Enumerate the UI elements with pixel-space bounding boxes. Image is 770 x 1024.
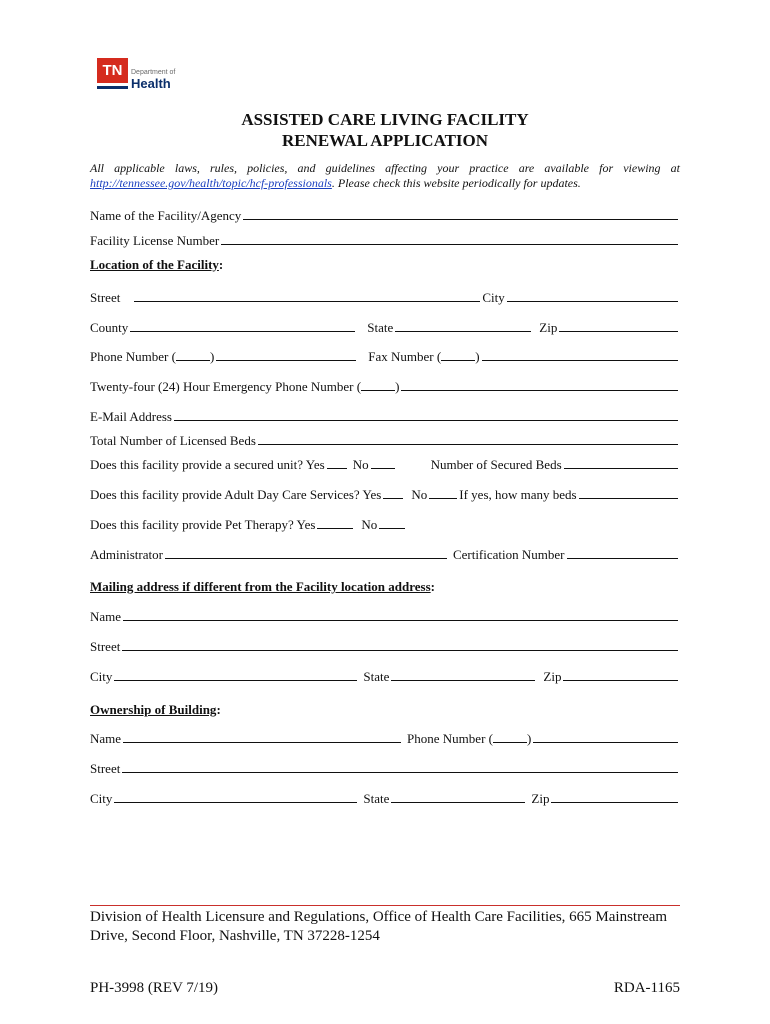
owner-phone-label: Phone Number ( [407,731,493,746]
adult-day-yes-field[interactable] [383,486,403,499]
location-heading [90,257,223,273]
phone-label: Phone Number ( [90,349,176,364]
secured-unit-no-label: No [352,457,369,472]
pet-therapy-question: Does this facility provide Pet Therapy? Yes [90,517,316,532]
zip-label: Zip [539,320,558,335]
adult-day-beds-field[interactable] [579,486,678,499]
secured-unit-question: Does this facility provide a secured unit? Yes [90,457,325,472]
mailing-name-field[interactable] [123,608,678,621]
mailing-heading [90,579,435,595]
emergency-phone-label: Twenty-four (24) Hour Emergency Phone Number ( [90,379,362,394]
adult-day-care-row [90,486,680,504]
adult-day-no-label: No [411,487,428,502]
form-number: PH-3998 (REV 7/19) [90,980,219,996]
licensed-beds-row [90,432,680,450]
licensed-beds-field[interactable] [258,432,678,445]
footer-divider [90,905,680,906]
rda-number: RDA-1165 [613,980,680,996]
pet-therapy-no-label: No [361,517,378,532]
owner-phone-close-paren: ) [526,731,532,746]
emergency-phone-field[interactable] [401,378,678,391]
tn-logo-mark: TN [97,58,128,83]
division-address: Division of Health Licensure and Regulations, Office of Health Care Facilities, 665 Mainstream Drive, Second Floor, Nashville, TN 37228-1254 [90,909,668,944]
owner-street-field[interactable] [122,760,678,773]
ownership-heading [90,702,221,718]
county-field[interactable] [130,319,355,332]
adult-day-no-field[interactable] [429,486,457,499]
county-label: County [90,320,129,335]
owner-zip-label: Zip [531,791,550,806]
fax-close-paren: ) [475,349,480,364]
mailing-city-label: City [90,669,113,684]
mailing-name-label: Name [90,609,122,624]
intro-text-after: . Please check this website periodically for updates. [331,176,581,190]
fax-number-field[interactable] [482,348,678,361]
street-label: Street [90,290,121,305]
owner-state-label: State [363,791,390,806]
facility-name-row [90,207,680,225]
certification-number-label: Certification Number [452,547,565,562]
street-field[interactable] [134,289,480,302]
secured-beds-label: Number of Secured Beds [430,457,562,472]
owner-state-field[interactable] [391,790,525,803]
county-row [90,319,680,337]
mailing-city-row [90,668,680,686]
phone-fax-row [90,348,680,366]
location-street-row [90,289,680,307]
license-number-row [90,232,680,250]
emergency-close-paren: ) [395,379,400,394]
state-label: State [367,320,394,335]
pet-therapy-yes-field[interactable] [317,516,353,529]
state-field[interactable] [395,319,531,332]
mailing-state-field[interactable] [391,668,535,681]
mailing-street-field[interactable] [122,638,678,651]
logo-dept-text: Department of [131,69,176,76]
email-field[interactable] [174,408,678,421]
ownership-heading-colon: : [216,702,221,717]
administrator-row [90,546,680,564]
owner-name-field[interactable] [123,730,401,743]
phone-area-code-field[interactable] [176,348,210,361]
form-title-line-1: ASSISTED CARE LIVING FACILITY [241,110,529,129]
mailing-zip-field[interactable] [563,668,678,681]
email-row [90,408,680,426]
owner-street-label: Street [90,761,121,776]
pet-therapy-no-field[interactable] [379,516,405,529]
tn-health-logo [97,55,187,93]
mailing-name-row [90,608,680,626]
secured-unit-no-field[interactable] [371,456,395,469]
adult-day-beds-label: If yes, how many beds [459,487,577,502]
form-title-line-2: RENEWAL APPLICATION [281,131,489,150]
administrator-field[interactable] [165,546,447,559]
mailing-street-row [90,638,680,656]
emergency-area-code-field[interactable] [361,378,395,391]
intro-paragraph [90,161,680,191]
owner-phone-area-code-field[interactable] [493,730,527,743]
phone-number-field[interactable] [216,348,356,361]
pet-therapy-row [90,516,680,534]
emergency-phone-row [90,378,680,396]
zip-field[interactable] [559,319,678,332]
hcf-professionals-link[interactable]: http://tennessee.gov/health/topic/hcf-professionals [90,176,332,190]
location-heading-colon: : [218,257,224,272]
mailing-heading-text: Mailing address if different from the Facility location address [90,579,431,594]
secured-unit-yes-field[interactable] [327,456,347,469]
owner-city-label: City [90,791,113,806]
certification-number-field[interactable] [567,546,679,559]
intro-text-before: All applicable laws, rules, policies, and guidelines affecting your practice are available for viewing at [90,161,680,175]
mailing-heading-colon: : [430,579,435,594]
ownership-street-row [90,760,680,778]
ownership-name-row [90,730,680,748]
mailing-zip-label: Zip [543,669,562,684]
owner-city-field[interactable] [114,790,357,803]
owner-name-label: Name [90,731,122,746]
mailing-street-label: Street [90,639,121,654]
logo-health-text: Health [131,76,171,91]
fax-area-code-field[interactable] [441,348,475,361]
license-number-field[interactable] [221,232,678,245]
ownership-city-row [90,790,680,808]
facility-name-label: Name of the Facility/Agency [90,208,242,223]
administrator-label: Administrator [90,547,163,562]
ownership-heading-text: Ownership of Building [90,702,217,717]
location-heading-text: Location of the Facility [90,257,219,272]
mailing-city-field[interactable] [114,668,357,681]
logo-underline [97,86,128,89]
license-number-label: Facility License Number [90,233,220,248]
owner-phone-field[interactable] [533,730,678,743]
adult-day-care-question: Does this facility provide Adult Day Care Services? Yes [90,487,382,502]
mailing-state-label: State [363,669,390,684]
phone-close-paren: ) [209,349,215,364]
city-field[interactable] [507,289,678,302]
licensed-beds-label: Total Number of Licensed Beds [90,433,256,448]
email-label: E-Mail Address [90,409,172,424]
secured-unit-row [90,456,680,474]
owner-zip-field[interactable] [551,790,678,803]
city-label: City [482,290,505,305]
fax-label: Fax Number ( [368,349,442,364]
facility-name-field[interactable] [243,207,678,220]
secured-beds-field[interactable] [564,456,678,469]
